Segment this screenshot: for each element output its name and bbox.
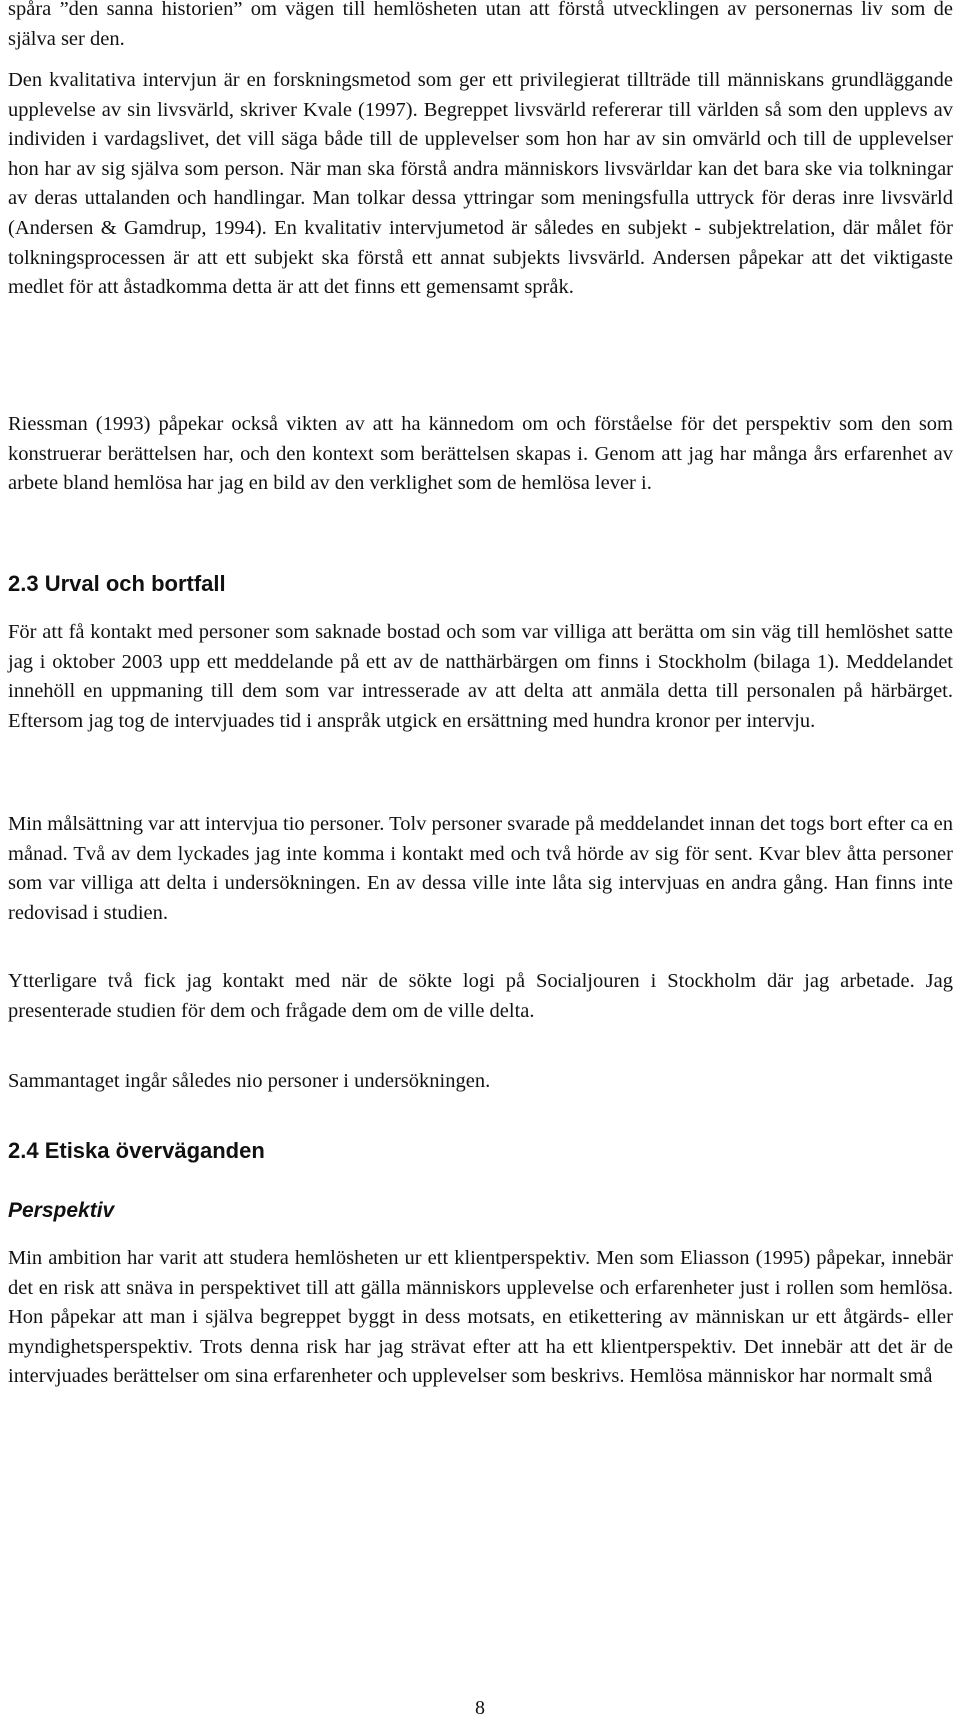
section-heading-block (8, 1136, 953, 1166)
subheading-block (8, 1196, 953, 1226)
paragraph-malsattning: Min målsättning var att intervjua tio personer. Tolv personer svarade på meddelandet innan det togs bort efter ca en månad. Två av dem lyckades jag inte komma i kontakt med och två hörde av sig för sent. Kvar blev åtta personer som var villiga att delta i undersökningen. En av dessa ville inte låta sig intervjuas en andra gång. Han finns inte redovisad i studien. (8, 813, 953, 924)
subheading-perspektiv: Perspektiv (8, 1199, 115, 1222)
paragraph-kontakt: För att få kontakt med personer som saknade bostad och som var villiga att berätta om sin väg till hemlöshet satte jag i oktober 2003 upp ett meddelande på ett av de natthärbärgen om finns i Stockholm (bilaga 1). Meddelandet innehöll en uppmaning till dem som var intresserade av att delta att anmäla detta till personalen på härbärget. Eftersom jag tog de intervjuades tid i anspråk utgick en ersättning med hundra kronor per intervju. (8, 621, 953, 732)
paragraph-kvalitativ-intervju: Den kvalitativa intervjun är en forskningsmetod som ger ett privilegierat tillträde till människans grundläggande upplevelse av sin livsvärld, skriver Kvale (1997). Begreppet livsvärld refererar till världen så som den upplevs av individen i vardagslivet, det vill säga både till de upplevelser som hon har av sin omvärld och till de upplevelser hon har av sig själva som person. När man ska förstå andra människors livsvärldar kan det bara ske via tolkningar av deras uttalanden och handlingar. Man tolkar dessa yttringar som meningsfulla uttryck för deras inre livsvärld (Andersen & Gamdrup, 1994). En kvalitativ intervjumetod är således en subjekt - subjektrelation, där målet för tolkningsprocessen är att ett subjekt ska förstå ett annat subjekts livsvärld. Andersen påpekar att det viktigaste medlet för att åstadkomma detta är att det finns ett gemensamt språk. (8, 69, 953, 299)
paragraph-block (8, 0, 953, 54)
paragraph-block (8, 618, 953, 736)
paragraph-ytterligare: Ytterligare två fick jag kontakt med när de sökte logi på Socialjouren i Stockholm där jag arbetade. Jag presenterade studien för dem och frågade dem om de ville delta. (8, 970, 953, 1022)
paragraph-block (8, 410, 953, 499)
paragraph-block (8, 810, 953, 928)
paragraph-block (8, 1244, 953, 1392)
paragraph-riessman: Riessman (1993) påpekar också vikten av att ha kännedom om och förståelse för det perspektiv som den som konstruerar berättelsen har, och den kontext som berättelsen skapas i. Genom att jag har många års erfarenhet av arbete bland hemlösa har jag en bild av den verklighet som de hemlösa lever i. (8, 413, 953, 495)
paragraph-block (8, 66, 953, 303)
section-heading-urval: 2.3 Urval och bortfall (8, 571, 226, 596)
section-heading-block (8, 569, 953, 599)
page-number: 8 (475, 1697, 485, 1719)
paragraph-sammantaget: Sammantaget ingår således nio personer i undersökningen. (8, 1070, 491, 1092)
section-heading-etiska: 2.4 Etiska överväganden (8, 1138, 265, 1163)
paragraph-ambition: Min ambition har varit att studera hemlösheten ur ett klientperspektiv. Men som Eliasson (1995) påpekar, innebär det en risk att snäva in perspektivet till att gälla människors upplevelse och erfarenheter just i rollen som hemlösa. Hon påpekar att man i själva begreppet byggt in dess motsats, en etikettering av människan ur ett åtgärds- eller myndighetsperspektiv. Trots denna risk har jag strävat efter att ha ett klientperspektiv. Det innebär att det är de intervjuades berättelser om sina erfarenheter och upplevelser som beskrivs. Hemlösa människor har normalt små (8, 1247, 953, 1388)
paragraph-block (8, 1067, 953, 1097)
paragraph-intro-continuation: spåra ”den sanna historien” om vägen till hemlösheten utan att förstå utvecklingen av personernas liv som de själva ser den. (8, 0, 953, 50)
paragraph-block (8, 967, 953, 1026)
